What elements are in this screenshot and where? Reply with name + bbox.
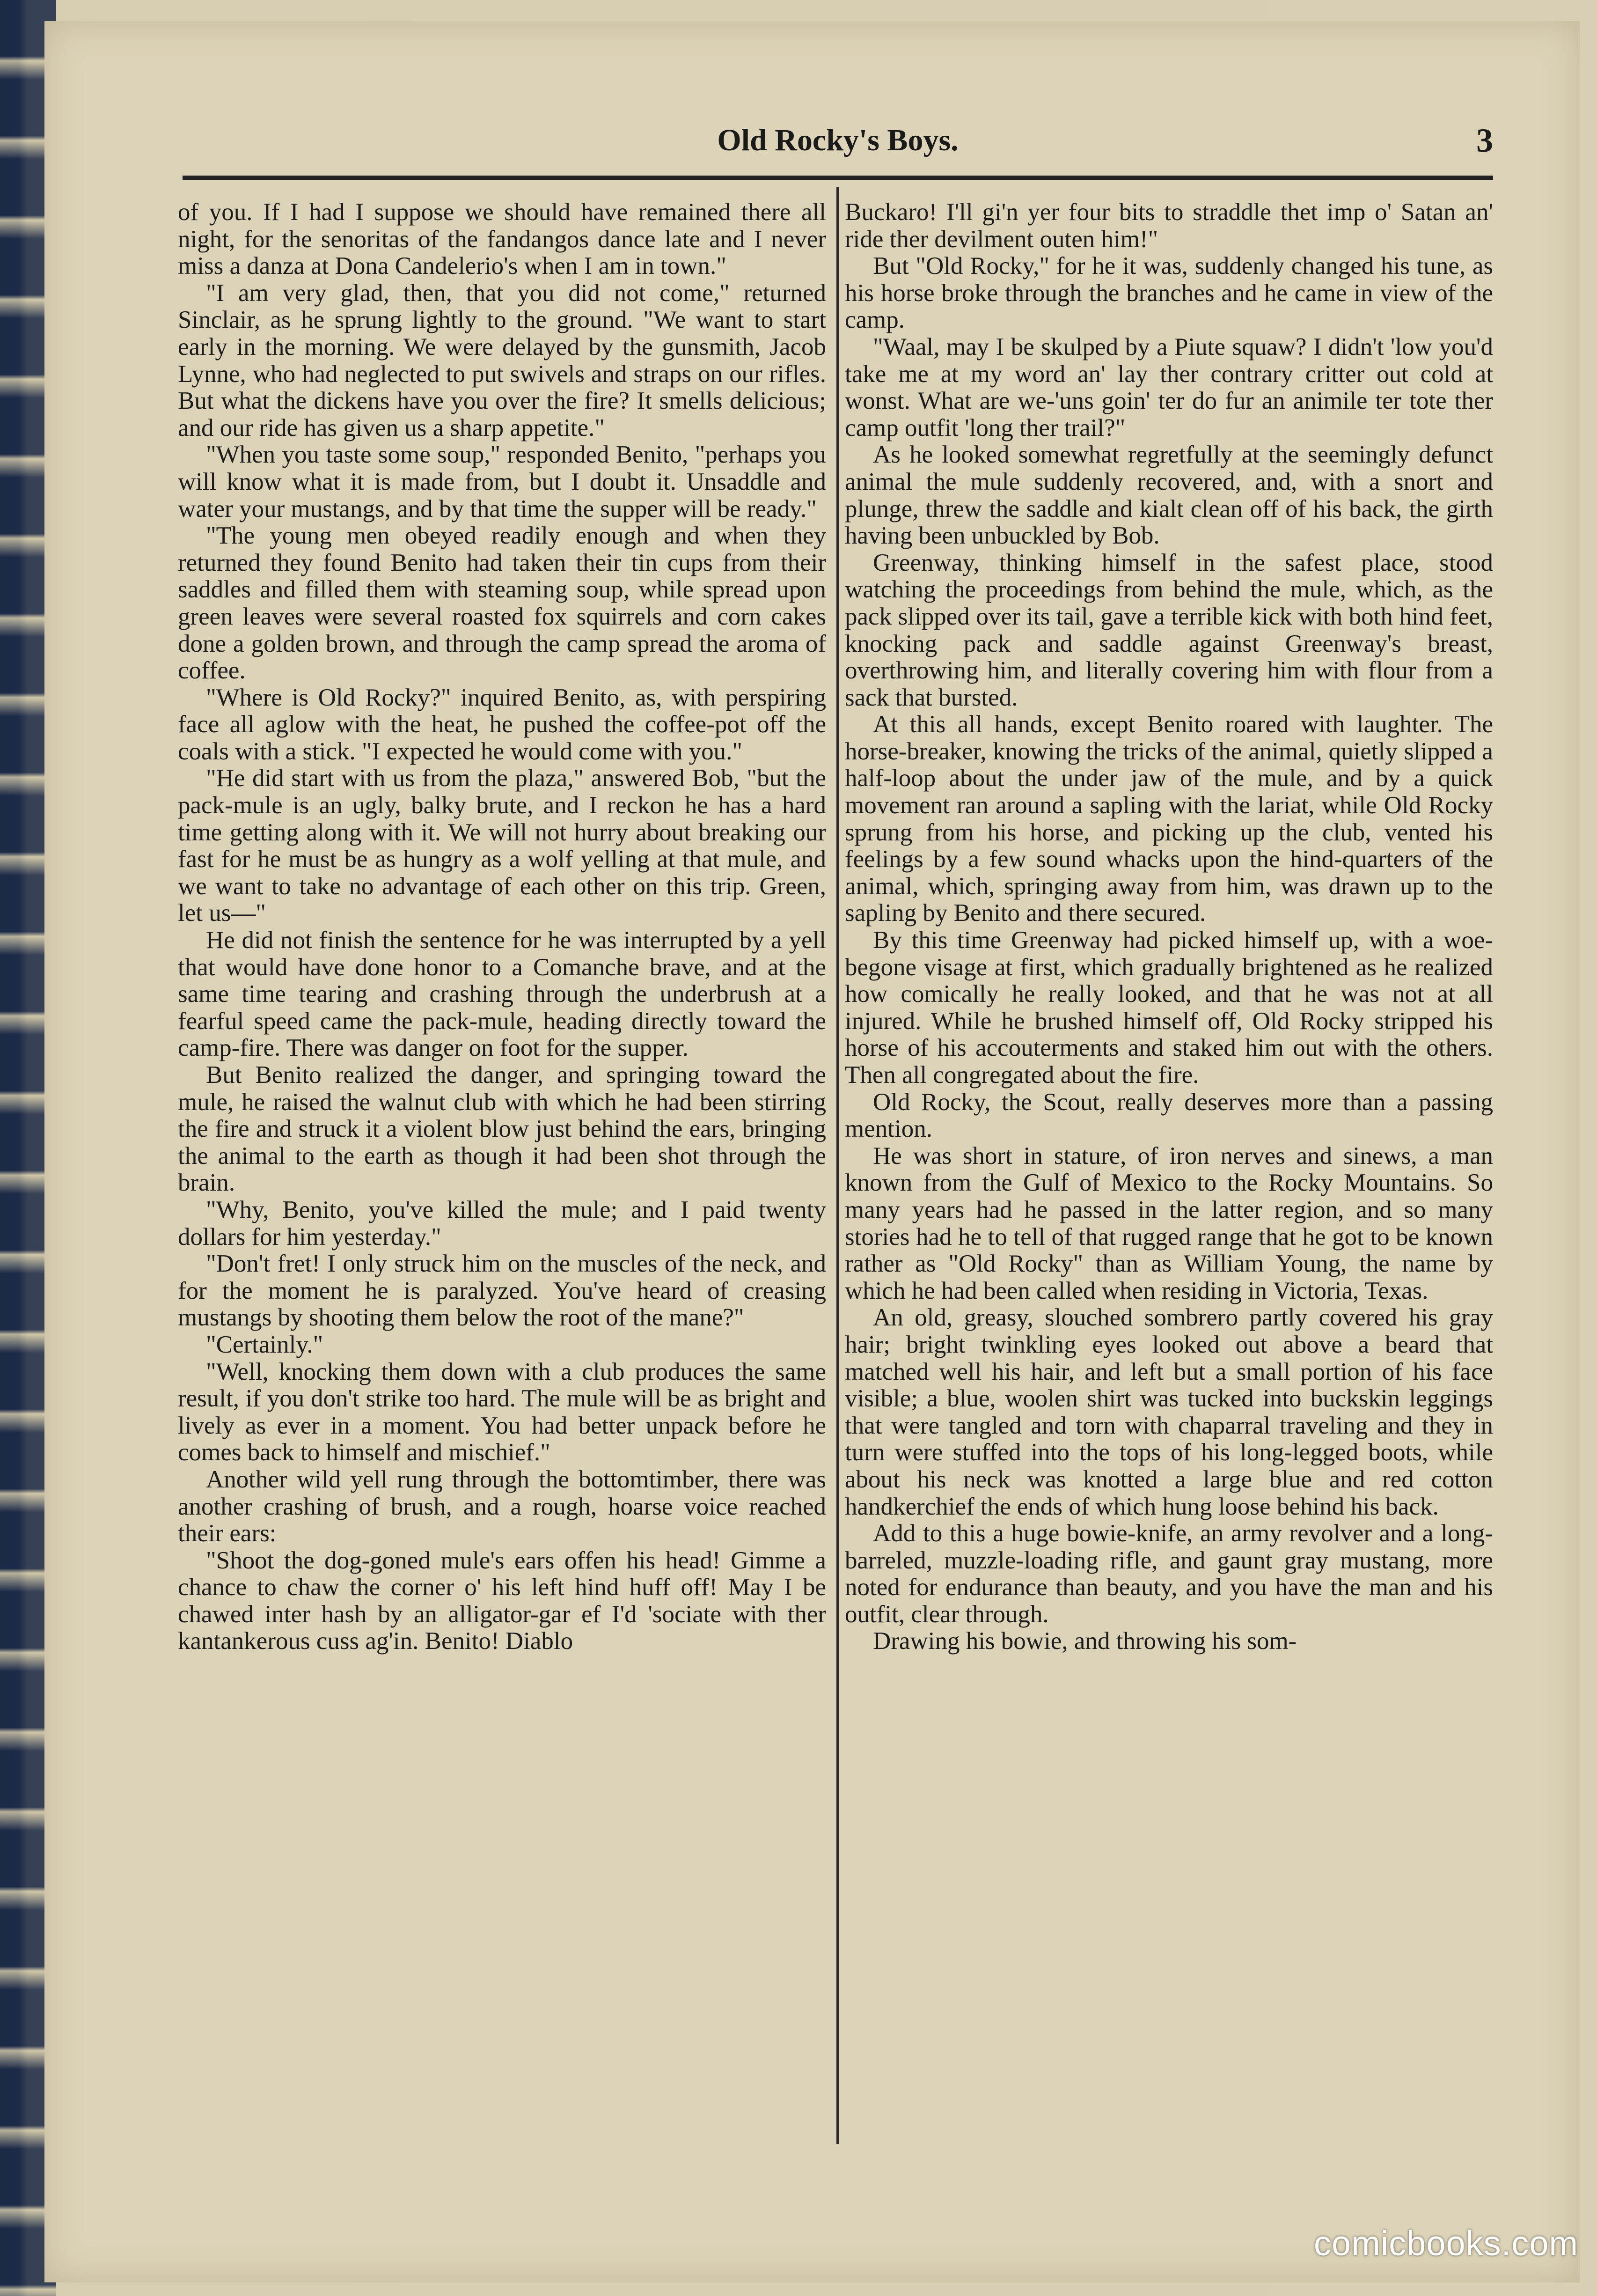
paragraph: Greenway, thinking himself in the safest place, stood watching the proceedings from behind the mule, which, as the pack slipped over its tail, gave a terrible kick with both hind feet, knocking pack and saddle against Greenway's breast, overthrowing him, and literally covering him with flour from a sack that bursted. bbox=[845, 549, 1493, 711]
paragraph: "Why, Benito, you've killed the mule; and I paid twenty dollars for him yesterday." bbox=[178, 1196, 826, 1251]
paragraph: As he looked somewhat regretfully at the seemingly defunct animal the mule suddenly recovered, and, with a snort and plunge, threw the saddle and kialt clean off of his back, the girth having been unbuckled by Bob. bbox=[845, 441, 1493, 550]
paragraph: "When you taste some soup," responded Benito, "perhaps you will know what it is made from, but I doubt it. Unsaddle and water your mustangs, and by that time the supper will be ready." bbox=[178, 441, 826, 522]
header-rule bbox=[183, 176, 1493, 180]
running-title: Old Rocky's Boys. bbox=[717, 123, 959, 157]
paragraph: Drawing his bowie, and throwing his som- bbox=[873, 1627, 1297, 1655]
paragraph: "He did start with us from the plaza," answered Bob, "but the pack-mule is an ugly, balky brute, and I reckon he has a hard time getting along with it. We will not hurry about breaking our fast for he must be as hungry as a wolf yelling at that mule, and we want to take no advantage of each other on this trip. Green, let us—" bbox=[178, 765, 826, 927]
paragraph: But Benito realized the danger, and springing toward the mule, he raised the walnut club with which he had been stirring the fire and struck it a violent blow just behind the ears, bringing the animal to the earth as though it had been shot through the brain. bbox=[178, 1061, 826, 1197]
paragraph: Buckaro! I'll gi'n yer four bits to straddle thet imp o' Satan an' ride ther devilment outen him!" bbox=[845, 199, 1493, 253]
paragraph: "Shoot the dog-goned mule's ears offen his head! Gimme a chance to chaw the corner o' his left hind huff off! May I be chawed inter hash by an alligator-gar ef I'd 'sociate with ther kantankerous cuss ag'in. Benito! Diablo bbox=[178, 1546, 826, 1655]
paragraph: "Waal, may I be skulped by a Piute squaw? I didn't 'low you'd take me at my word an' lay ther contrary critter out cold at wonst. What are we-'uns goin' ter do fur an animile ter tote ther camp outfit 'long ther trail?" bbox=[845, 333, 1493, 442]
column-divider bbox=[836, 187, 839, 2144]
paragraph: of you. If I had I suppose we should have remained there all night, for the senoritas of the fandangos dance late and I never miss a danza at Dona Candelerio's when I am in town." bbox=[178, 199, 826, 280]
paragraph: "Don't fret! I only struck him on the muscles of the neck, and for the moment he is paralyzed. You've heard of creasing mustangs by shooting them below the root of the mane?" bbox=[178, 1250, 826, 1332]
paragraph: "Well, knocking them down with a club produces the same result, if you don't strike too hard. The mule will be as bright and lively as ever in a moment. You had better unpack before he comes back to himself and mischief." bbox=[178, 1358, 826, 1466]
paragraph: He did not finish the sentence for he was interrupted by a yell that would have done honor to a Comanche brave, and at the same time tearing and crashing through the underbrush at a fearful speed came the pack-mule, heading directly toward the camp-fire. There was danger on foot for the supper. bbox=[178, 927, 826, 1062]
paragraph: "I am very glad, then, that you did not come," returned Sinclair, as he sprung lightly to the ground. "We want to start early in the morning. We were delayed by the gunsmith, Jacob Lynne, who had neglected to put swivels and straps on our rifles. But what the dickens have you over the fire? It smells delicious; and our ride has given us a sharp appetite." bbox=[178, 279, 826, 442]
paragraph: Old Rocky, the Scout, really deserves more than a passing mention. bbox=[845, 1088, 1493, 1143]
right-column bbox=[845, 199, 1493, 2142]
watermark: comicbooks.com bbox=[1313, 2224, 1578, 2263]
paragraph: Another wild yell rung through the bottomtimber, there was another crashing of brush, and a rough, hoarse voice reached their ears: bbox=[178, 1465, 826, 1547]
paragraph: He was short in stature, of iron nerves and sinews, a man known from the Gulf of Mexico to the Rocky Mountains. So many years had he passed in the latter region, and so many stories had he to tell of that rugged range that he got to be known rather as "Old Rocky" than as William Young, the name by which he had been called when residing in Victoria, Texas. bbox=[845, 1142, 1493, 1304]
paragraph: "Where is Old Rocky?" inquired Benito, as, with perspiring face all aglow with the heat, he pushed the coffee-pot off the coals with a stick. "I expected he would come with you." bbox=[178, 684, 826, 765]
paragraph: "The young men obeyed readily enough and when they returned they found Benito had taken their tin cups from their saddles and filled them with steaming soup, while spread upon green leaves were several roasted fox squirrels and corn cakes done a golden brown, and through the camp spread the aroma of coffee. bbox=[178, 522, 826, 684]
paragraph: Add to this a huge bowie-knife, an army revolver and a long-barreled, muzzle-loading rifle, and gaunt gray mustang, more noted for endurance than beauty, and you have the man and his outfit, clear through. bbox=[845, 1520, 1493, 1628]
paragraph: But "Old Rocky," for he it was, suddenly changed his tune, as his horse broke through the branches and he came in view of the camp. bbox=[845, 252, 1493, 334]
paragraph: "Certainly." bbox=[206, 1331, 323, 1358]
left-column bbox=[178, 199, 826, 2142]
paragraph: At this all hands, except Benito roared with laughter. The horse-breaker, knowing the tricks of the animal, quietly slipped a half-loop about the under jaw of the mule, and by a quick movement ran around a sapling with the lariat, while Old Rocky sprung from his horse, and picking up the club, vented his feelings by a few sound whacks upon the hind-quarters of the animal, which, springing away from him, was drawn up to the sapling by Benito and there secured. bbox=[845, 711, 1493, 927]
page-number: 3 bbox=[1476, 122, 1493, 159]
page-header bbox=[183, 117, 1493, 173]
paragraph: An old, greasy, slouched sombrero partly covered his gray hair; bright twinkling eyes looked out above a beard that matched well his hair, and left but a small portion of his face visible; a blue, woolen shirt was tucked into buckskin leggings that were tangled and torn with chaparral traveling and they in turn were stuffed into the tops of his long-legged boots, while about his neck was knotted a large blue and red cotton handkerchief the ends of which hung loose behind his back. bbox=[845, 1304, 1493, 1520]
paragraph: By this time Greenway had picked himself up, with a woe-begone visage at first, which gradually brightened as he realized how comically he really looked, and that he was not at all injured. While he brushed himself off, Old Rocky stripped his horse of his accouterments and staked him out with the others. Then all congregated about the fire. bbox=[845, 927, 1493, 1089]
